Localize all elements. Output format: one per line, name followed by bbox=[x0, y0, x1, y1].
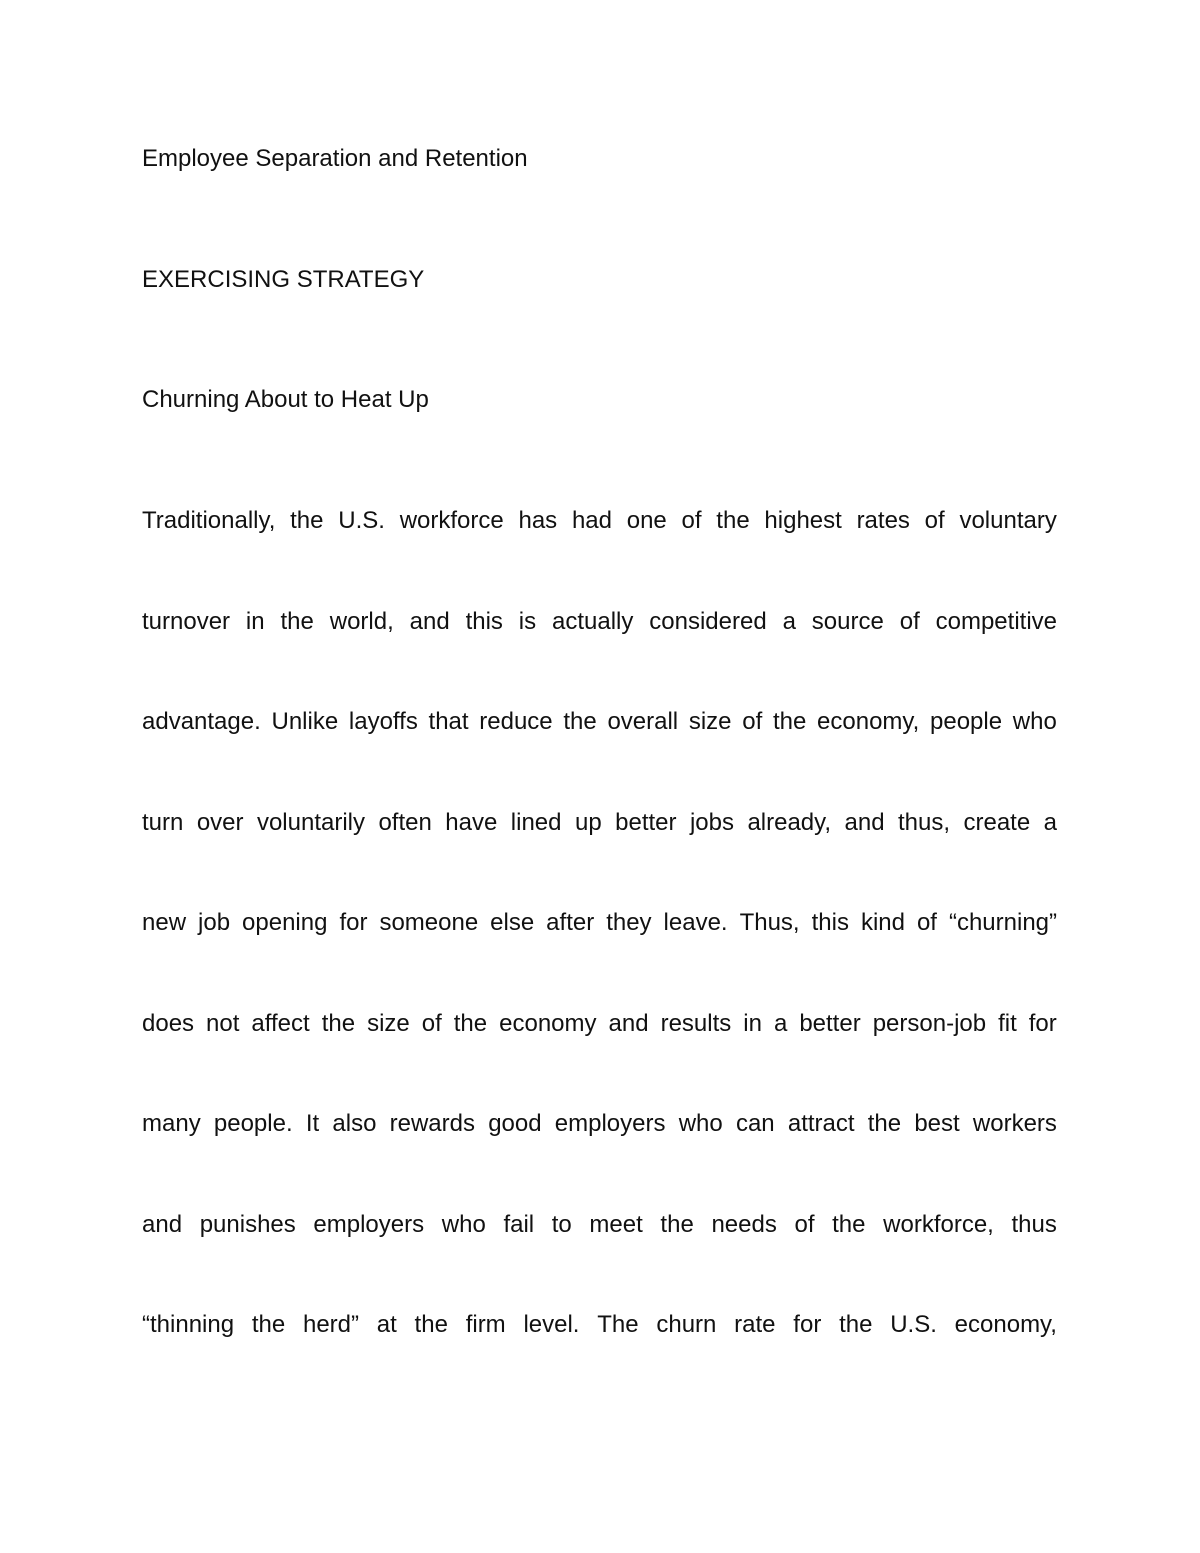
paragraph-word: a bbox=[773, 1010, 788, 1037]
paragraph-word: the bbox=[772, 708, 807, 735]
paragraph-word: good bbox=[488, 1110, 542, 1137]
paragraph-word: employers bbox=[313, 1211, 425, 1238]
paragraph-word: needs bbox=[711, 1211, 777, 1238]
paragraph-word: layoffs bbox=[348, 708, 418, 735]
paragraph-word: workforce, bbox=[883, 1211, 994, 1238]
paragraph-word: after bbox=[546, 909, 595, 936]
paragraph-word: this bbox=[811, 909, 849, 936]
paragraph-word: people. bbox=[213, 1110, 293, 1137]
paragraph-word: thus bbox=[1011, 1211, 1057, 1238]
paragraph-word: the bbox=[660, 1211, 694, 1238]
paragraph-word: many bbox=[142, 1110, 201, 1137]
paragraph-word: results bbox=[660, 1010, 732, 1037]
paragraph-word: punishes bbox=[199, 1211, 296, 1238]
paragraph-word: considered bbox=[649, 608, 767, 635]
paragraph-word: turnover bbox=[142, 608, 231, 635]
paragraph-word: the bbox=[716, 507, 750, 534]
paragraph-word: attract bbox=[787, 1110, 855, 1137]
paragraph-word: had bbox=[571, 507, 612, 534]
paragraph-word: highest bbox=[764, 507, 842, 534]
paragraph-word: economy, bbox=[954, 1311, 1057, 1338]
paragraph-line bbox=[142, 506, 1057, 536]
paragraph-word: of bbox=[899, 608, 920, 635]
paragraph-word: of bbox=[794, 1211, 815, 1238]
paragraph-word: leave. bbox=[663, 909, 728, 936]
paragraph-word: the bbox=[251, 1311, 286, 1338]
paragraph-word: “thinning bbox=[142, 1311, 235, 1338]
paragraph-word: Unlike bbox=[271, 708, 339, 735]
paragraph-word: Traditionally, bbox=[142, 507, 276, 534]
paragraph-word: meet bbox=[589, 1211, 643, 1238]
paragraph-word: over bbox=[196, 809, 244, 836]
paragraph-word: a bbox=[1043, 809, 1057, 836]
paragraph-word: one bbox=[626, 507, 667, 534]
paragraph-word: rewards bbox=[389, 1110, 475, 1137]
paragraph-word: U.S. bbox=[890, 1311, 937, 1338]
paragraph-word: for bbox=[1028, 1010, 1057, 1037]
paragraph-word: of bbox=[924, 507, 945, 534]
paragraph-word: the bbox=[321, 1010, 356, 1037]
paragraph-word: the bbox=[867, 1110, 902, 1137]
paragraph-word: rate bbox=[734, 1311, 776, 1338]
paragraph-word: voluntary bbox=[959, 507, 1057, 534]
paragraph-word: economy, bbox=[817, 708, 920, 735]
paragraph-word: opening bbox=[242, 909, 328, 936]
paragraph-word: advantage. bbox=[142, 708, 261, 735]
paragraph-word: affect bbox=[251, 1010, 310, 1037]
paragraph-word: jobs bbox=[689, 809, 734, 836]
paragraph-word: is bbox=[518, 608, 537, 635]
paragraph-word: in bbox=[245, 608, 265, 635]
paragraph-word: thus, bbox=[898, 809, 951, 836]
paragraph-word: person-job bbox=[872, 1010, 987, 1037]
paragraph-word: churn bbox=[656, 1311, 717, 1338]
paragraph-word: new bbox=[142, 909, 187, 936]
paragraph-word: has bbox=[518, 507, 558, 534]
paragraph-word: world, bbox=[329, 608, 394, 635]
paragraph-word: and bbox=[844, 809, 885, 836]
paragraph-word: for bbox=[793, 1311, 822, 1338]
paragraph-word: It bbox=[305, 1110, 320, 1137]
paragraph-word: also bbox=[332, 1110, 377, 1137]
paragraph-word: rates bbox=[856, 507, 910, 534]
paragraph-line bbox=[142, 1109, 1057, 1139]
paragraph-word: kind bbox=[860, 909, 905, 936]
paragraph-word: already, bbox=[747, 809, 832, 836]
paragraph-word: up bbox=[574, 809, 602, 836]
paragraph-line bbox=[142, 1210, 1057, 1240]
paragraph-line bbox=[142, 607, 1057, 637]
paragraph-word: a bbox=[782, 608, 796, 635]
paragraph-word: who bbox=[1012, 708, 1057, 735]
paragraph-word: the bbox=[280, 608, 314, 635]
paragraph-word: and bbox=[608, 1010, 649, 1037]
paragraph-word: the bbox=[414, 1311, 448, 1338]
paragraph-word: this bbox=[465, 608, 503, 635]
paragraph-word: the bbox=[563, 708, 597, 735]
paragraph-word: of bbox=[681, 507, 702, 534]
paragraph-word: the bbox=[453, 1010, 488, 1037]
paragraph-word: level. bbox=[523, 1311, 580, 1338]
paragraph-line bbox=[142, 908, 1057, 938]
paragraph-word: size bbox=[688, 708, 732, 735]
paragraph-word: often bbox=[378, 809, 432, 836]
paragraph-word: firm bbox=[465, 1311, 506, 1338]
paragraph-word: people bbox=[930, 708, 1003, 735]
paragraph-word: else bbox=[490, 909, 535, 936]
paragraph-word: the bbox=[290, 507, 324, 534]
paragraph-word: to bbox=[551, 1211, 572, 1238]
paragraph-word: who bbox=[678, 1110, 723, 1137]
paragraph-word: fail bbox=[503, 1211, 535, 1238]
paragraph-word: of bbox=[421, 1010, 442, 1037]
paragraph-word: economy bbox=[499, 1010, 597, 1037]
paragraph-word: size bbox=[367, 1010, 410, 1037]
paragraph-word: at bbox=[376, 1311, 397, 1338]
document-title: Employee Separation and Retention bbox=[142, 145, 528, 172]
paragraph-word: The bbox=[597, 1311, 639, 1338]
paragraph-word: turn bbox=[142, 809, 184, 836]
paragraph-word: overall bbox=[607, 708, 679, 735]
paragraph-line bbox=[142, 1009, 1057, 1039]
paragraph-word: actually bbox=[552, 608, 634, 635]
paragraph-word: create bbox=[963, 809, 1031, 836]
paragraph-word: source bbox=[811, 608, 884, 635]
paragraph-word: someone bbox=[379, 909, 479, 936]
paragraph-line bbox=[142, 1310, 1057, 1340]
paragraph-word: the bbox=[832, 1211, 866, 1238]
paragraph-word: better bbox=[799, 1010, 861, 1037]
paragraph-word: Thus, bbox=[739, 909, 800, 936]
paragraph-word: in bbox=[743, 1010, 762, 1037]
paragraph-word: not bbox=[206, 1010, 240, 1037]
paragraph-word: competitive bbox=[935, 608, 1057, 635]
paragraph-word: job bbox=[198, 909, 231, 936]
paragraph-word: of bbox=[916, 909, 937, 936]
paragraph-word: they bbox=[606, 909, 652, 936]
paragraph-word: lined bbox=[510, 809, 562, 836]
paragraph-word: and bbox=[142, 1211, 183, 1238]
paragraph-word: voluntarily bbox=[256, 809, 365, 836]
paragraph-word: employers bbox=[554, 1110, 666, 1137]
paragraph-word: herd” bbox=[302, 1311, 359, 1338]
paragraph-line bbox=[142, 808, 1057, 838]
paragraph-word: workforce bbox=[399, 507, 504, 534]
paragraph-word: who bbox=[441, 1211, 486, 1238]
subtitle-heading: Churning About to Heat Up bbox=[142, 386, 429, 413]
paragraph-word: “churning” bbox=[948, 909, 1057, 936]
paragraph-word: fit bbox=[998, 1010, 1017, 1037]
paragraph-word: workers bbox=[972, 1110, 1057, 1137]
paragraph-word: better bbox=[615, 809, 677, 836]
paragraph-word: the bbox=[839, 1311, 873, 1338]
paragraph-word: that bbox=[428, 708, 469, 735]
paragraph-line bbox=[142, 707, 1057, 737]
paragraph-word: can bbox=[735, 1110, 775, 1137]
paragraph-word: best bbox=[914, 1110, 960, 1137]
section-heading: EXERCISING STRATEGY bbox=[142, 266, 425, 293]
paragraph-word: and bbox=[409, 608, 450, 635]
paragraph-word: have bbox=[445, 809, 498, 836]
paragraph-word: reduce bbox=[479, 708, 553, 735]
paragraph-word: U.S. bbox=[338, 507, 385, 534]
paragraph-word: of bbox=[742, 708, 763, 735]
paragraph-word: for bbox=[339, 909, 368, 936]
paragraph-word: does bbox=[142, 1010, 195, 1037]
